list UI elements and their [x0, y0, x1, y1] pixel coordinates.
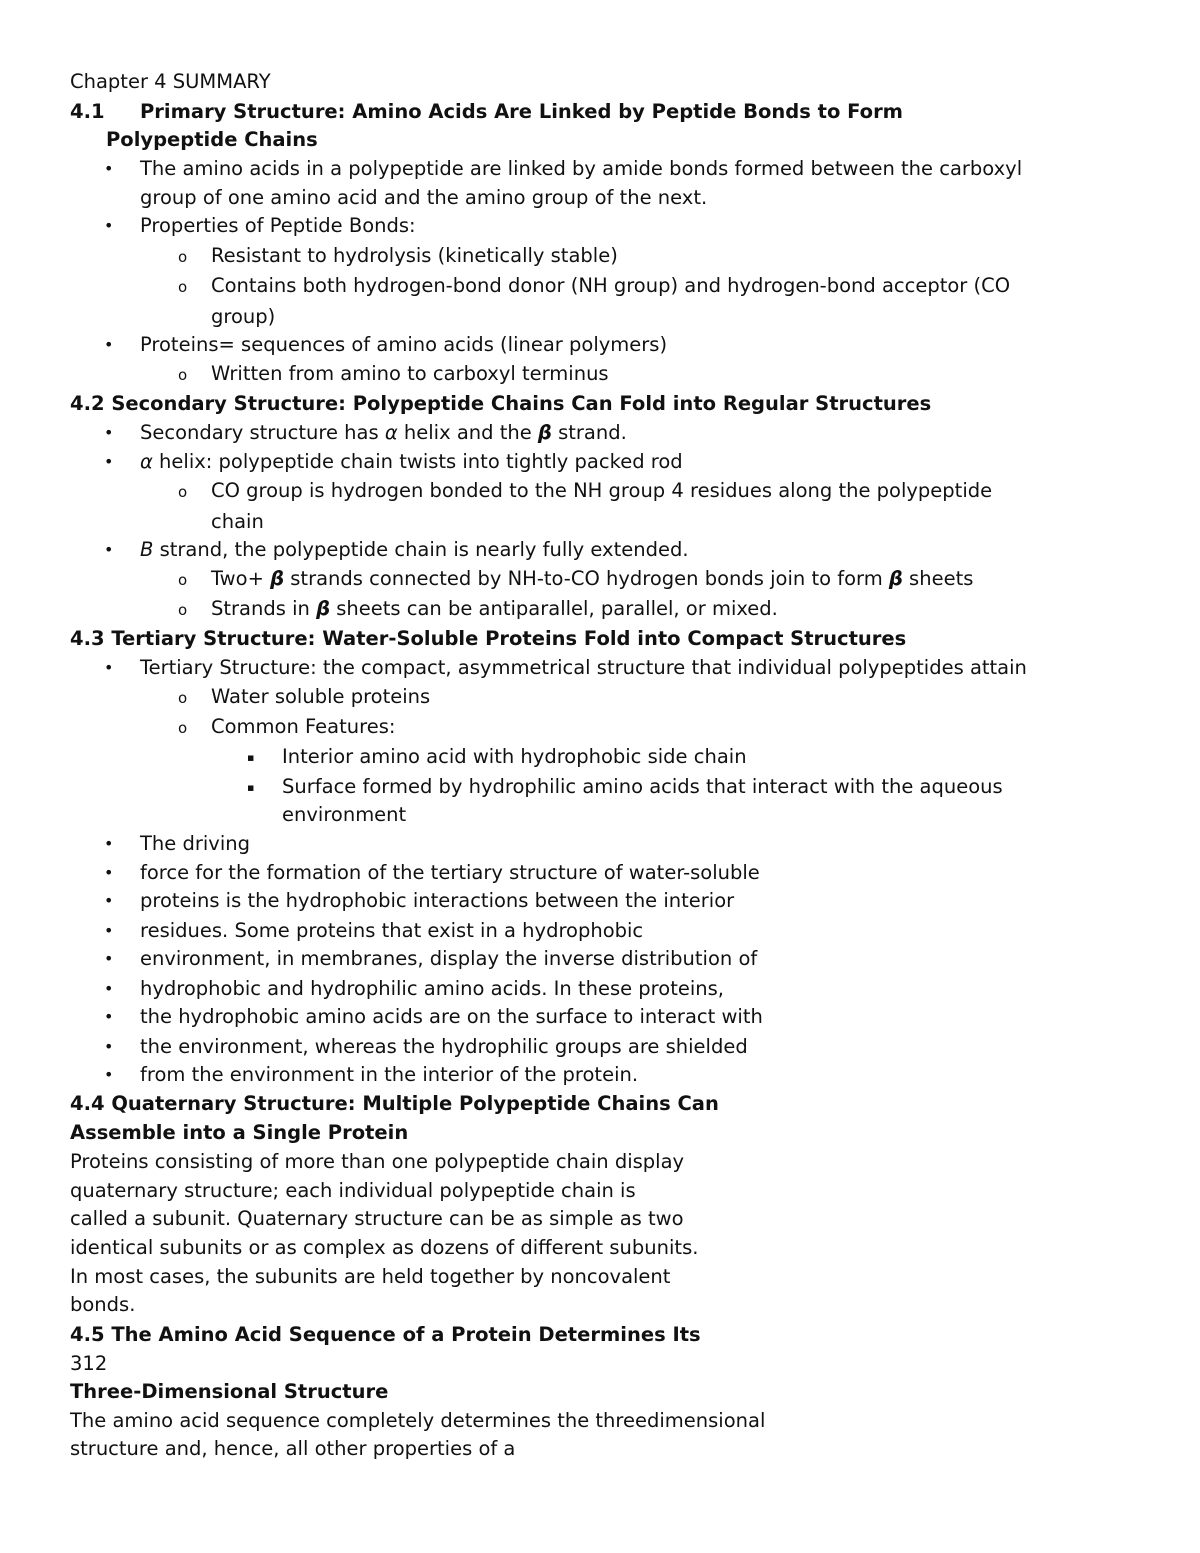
- s44-paragraph-line: identical subunits or as complex as dozens of different subunits.: [70, 1236, 699, 1259]
- s43-sub-sub-2: Surface formed by hydrophilic amino acids that interact with the aqueous: [282, 775, 1003, 798]
- list-item: proteins is the hydrophobic interactions between the interior: [140, 889, 735, 912]
- section-4-4-heading: 4.4 Quaternary Structure: Multiple Polypeptide Chains Can: [70, 1092, 719, 1115]
- bullet-marker: •: [104, 1037, 114, 1056]
- sub-bullet-marker: o: [178, 366, 188, 384]
- bullet-marker: •: [104, 834, 114, 853]
- s43-sub-sub-2-cont: environment: [282, 803, 407, 826]
- bullet-marker: •: [104, 863, 114, 882]
- s41-bullet-1-cont: group of one amino acid and the amino group of the next.: [140, 186, 708, 209]
- bullet-marker: •: [104, 949, 114, 968]
- s43-bullet-1-sub-2: Common Features:: [211, 715, 396, 738]
- section-4-2-heading: 4.2 Secondary Structure: Polypeptide Chains Can Fold into Regular Structures: [70, 392, 932, 415]
- s42-bullet-2-sub-1-cont: chain: [211, 510, 264, 533]
- section-4-1-heading: Primary Structure: Amino Acids Are Linked by Peptide Bonds to Form: [140, 100, 904, 123]
- s41-bullet-2-sub-2-cont: group): [211, 305, 276, 328]
- bullet-marker: •: [104, 216, 114, 235]
- bullet-marker: •: [104, 1065, 114, 1084]
- s45-paragraph-line: structure and, hence, all other properties of a: [70, 1437, 516, 1460]
- sub-bullet-marker: o: [178, 483, 188, 501]
- s41-bullet-3-sub-1: Written from amino to carboxyl terminus: [211, 362, 609, 385]
- s44-paragraph-line: bonds.: [70, 1293, 136, 1316]
- bullet-marker: •: [104, 452, 114, 471]
- bullet-marker: •: [104, 335, 114, 354]
- sub-bullet-marker: o: [178, 689, 188, 707]
- s45-paragraph-line: The amino acid sequence completely determines the threedimensional: [70, 1409, 766, 1432]
- s43-bullet-1: Tertiary Structure: the compact, asymmetrical structure that individual polypeptides attain: [140, 656, 1027, 679]
- s41-bullet-2: Properties of Peptide Bonds:: [140, 214, 416, 237]
- s44-paragraph-line: Proteins consisting of more than one polypeptide chain display: [70, 1150, 685, 1173]
- bullet-marker: •: [104, 540, 114, 559]
- list-item: force for the formation of the tertiary structure of water-soluble: [140, 861, 760, 884]
- sub-bullet-marker: o: [178, 278, 188, 296]
- bullet-marker: •: [104, 891, 114, 910]
- list-item: the environment, whereas the hydrophilic groups are shielded: [140, 1035, 748, 1058]
- sub-sub-bullet-marker: ▪: [247, 781, 255, 794]
- bullet-marker: •: [104, 423, 114, 442]
- s44-paragraph-line: In most cases, the subunits are held together by noncovalent: [70, 1265, 671, 1288]
- s44-paragraph-line: quaternary structure; each individual polypeptide chain is: [70, 1179, 636, 1202]
- bullet-marker: •: [104, 1007, 114, 1026]
- s43-bullet-1-sub-1: Water soluble proteins: [211, 685, 431, 708]
- list-item: environment, in membranes, display the inverse distribution of: [140, 947, 758, 970]
- bullet-marker: •: [104, 658, 114, 677]
- s41-bullet-3: Proteins= sequences of amino acids (linear polymers): [140, 333, 668, 356]
- s41-bullet-2-sub-2: Contains both hydrogen-bond donor (NH group) and hydrogen-bond acceptor (CO: [211, 274, 1011, 297]
- page-number: 312: [70, 1352, 108, 1375]
- bullet-marker: •: [104, 921, 114, 940]
- list-item: residues. Some proteins that exist in a hydrophobic: [140, 919, 644, 942]
- section-4-5-heading-cont: Three-Dimensional Structure: [70, 1380, 389, 1403]
- sub-bullet-marker: o: [178, 571, 188, 589]
- sub-bullet-marker: o: [178, 719, 188, 737]
- s42-bullet-3-sub-2: Strands in β sheets can be antiparallel, parallel, or mixed.: [211, 597, 778, 620]
- s42-bullet-2: α helix: polypeptide chain twists into tightly packed rod: [140, 450, 683, 473]
- s42-bullet-1: Secondary structure has α helix and the β strand.: [140, 421, 627, 444]
- s44-paragraph-line: called a subunit. Quaternary structure can be as simple as two: [70, 1207, 684, 1230]
- document-title: Chapter 4 SUMMARY: [70, 70, 271, 93]
- s41-bullet-2-sub-1: Resistant to hydrolysis (kinetically stable): [211, 244, 618, 267]
- list-item: hydrophobic and hydrophilic amino acids. In these proteins,: [140, 977, 724, 1000]
- list-item: the hydrophobic amino acids are on the surface to interact with: [140, 1005, 763, 1028]
- bullet-marker: •: [104, 159, 114, 178]
- sub-bullet-marker: o: [178, 248, 188, 266]
- s42-bullet-3: B strand, the polypeptide chain is nearly fully extended.: [140, 538, 689, 561]
- section-4-5-heading: 4.5 The Amino Acid Sequence of a Protein Determines Its: [70, 1323, 701, 1346]
- section-4-1-heading-cont: Polypeptide Chains: [106, 128, 318, 151]
- section-4-4-heading-cont: Assemble into a Single Protein: [70, 1121, 409, 1144]
- s41-bullet-1: The amino acids in a polypeptide are linked by amide bonds formed between the carboxyl: [140, 157, 1023, 180]
- list-item: The driving: [140, 832, 250, 855]
- sub-bullet-marker: o: [178, 601, 188, 619]
- bullet-marker: •: [104, 979, 114, 998]
- sub-sub-bullet-marker: ▪: [247, 751, 255, 764]
- s42-bullet-3-sub-1: Two+ β strands connected by NH-to-CO hydrogen bonds join to form β sheets: [211, 567, 974, 590]
- s42-bullet-2-sub-1: CO group is hydrogen bonded to the NH group 4 residues along the polypeptide: [211, 479, 993, 502]
- section-4-1-number: 4.1: [70, 100, 105, 123]
- s43-sub-sub-1: Interior amino acid with hydrophobic side chain: [282, 745, 747, 768]
- list-item: from the environment in the interior of the protein.: [140, 1063, 639, 1086]
- section-4-3-heading: 4.3 Tertiary Structure: Water-Soluble Proteins Fold into Compact Structures: [70, 627, 907, 650]
